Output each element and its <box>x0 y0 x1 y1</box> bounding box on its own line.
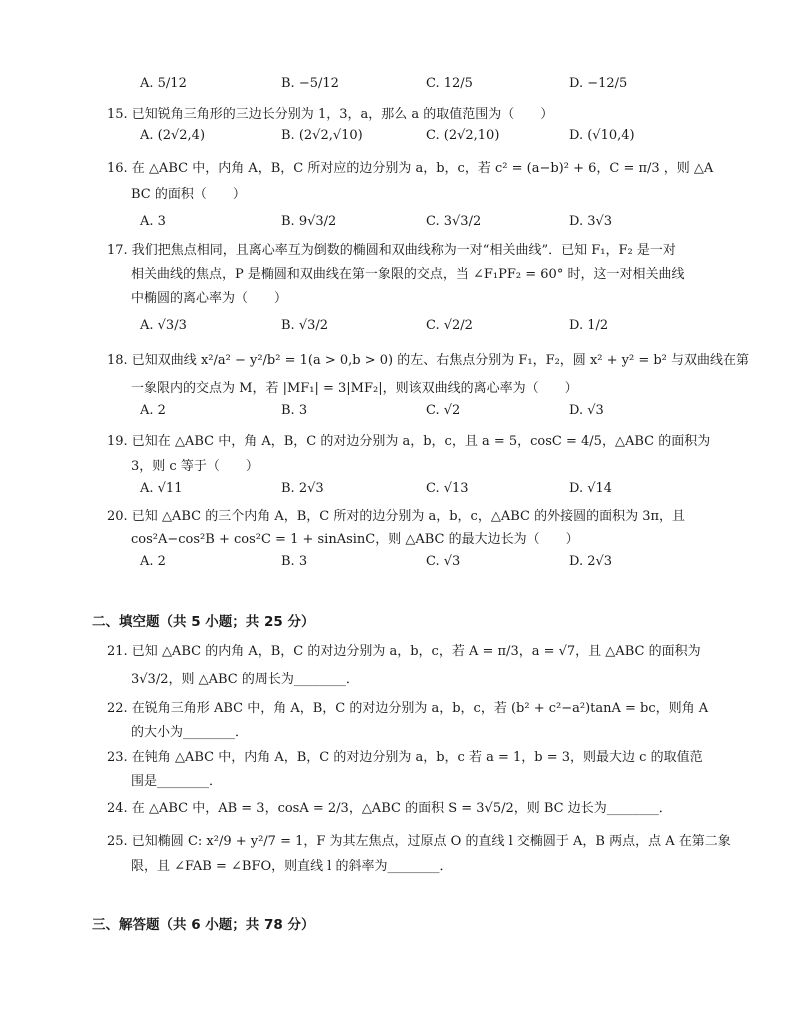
q15-options <box>140 128 740 146</box>
q19-option-d[interactable]: D. √14 <box>569 481 613 496</box>
q23-text-line1: 23. 在钝角 △ABC 中，内角 A，B，C 的对边分别为 a，b，c 若 a = 1，b = 3，则最大边 c 的取值范 <box>107 750 703 765</box>
q19-text-line1: 19. 已知在 △ABC 中，角 A，B，C 的对边分别为 a，b，c，且 a = 5，cosC = 4/5，△ABC 的面积为 <box>107 434 711 449</box>
q18-option-a[interactable]: A. 2 <box>140 403 166 418</box>
q20-option-d[interactable]: D. 2√3 <box>569 554 613 569</box>
q18-options <box>140 403 740 421</box>
q16-text-line1: 16. 在 △ABC 中，内角 A，B，C 所对应的边分别为 a，b，c，若 c² = (a−b)² + 6，C = π/3 ，则 △A <box>107 161 714 176</box>
q20-options <box>140 554 740 572</box>
q15-text: 15. 已知锐角三角形的三边长分别为 1，3，a，那么 a 的取值范围为（ ） <box>107 107 554 122</box>
q19-option-a[interactable]: A. √11 <box>140 481 183 496</box>
q14-option-c[interactable]: C. 12/5 <box>426 76 473 91</box>
q16-option-a[interactable]: A. 3 <box>140 214 166 229</box>
q17-option-c[interactable]: C. √2/2 <box>426 318 473 333</box>
q22-text-line2: 的大小为________． <box>131 725 249 740</box>
q24-text-line1: 24. 在 △ABC 中，AB = 3，cosA = 2/3，△ABC 的面积 S = 3√5/2，则 BC 边长为________． <box>107 801 672 816</box>
q16-text-line2: BC 的面积（ ） <box>131 187 246 202</box>
section-fill-in-heading: 二、填空题（共 5 小题；共 25 分） <box>92 614 315 630</box>
q20-option-c[interactable]: C. √3 <box>426 554 461 569</box>
q17-text-line1: 17. 我们把焦点相同，且离心率互为倒数的椭圆和双曲线称为一对“相关曲线”．已知 F₁，F₂ 是一对 <box>107 243 676 258</box>
q20-option-b[interactable]: B. 3 <box>281 554 308 569</box>
q17-text-line3: 中椭圆的离心率为（ ） <box>131 291 288 306</box>
q19-text-line2: 3，则 c 等于（ ） <box>131 459 259 474</box>
q21-text-line1: 21. 已知 △ABC 的内角 A，B，C 的对边分别为 a，b，c，若 A = π/3，a = √7，且 △ABC 的面积为 <box>107 644 701 659</box>
q16-option-d[interactable]: D. 3√3 <box>569 214 613 229</box>
q14-option-b[interactable]: B. −5/12 <box>281 76 339 91</box>
section-solution-heading: 三、解答题（共 6 小题；共 78 分） <box>92 917 315 933</box>
q21-text-line2: 3√3/2，则 △ABC 的周长为________． <box>131 672 359 687</box>
q25-text-line1: 25. 已知椭圆 C: x²/9 + y²/7 = 1，F 为其左焦点，过原点 O 的直线 l 交椭圆于 A，B 两点，点 A 在第二象 <box>107 834 731 849</box>
q23-text-line2: 围是________． <box>131 774 223 789</box>
q18-option-b[interactable]: B. 3 <box>281 403 308 418</box>
q17-option-d[interactable]: D. 1/2 <box>569 318 609 333</box>
q15-option-b[interactable]: B. (2√2,√10) <box>281 128 363 143</box>
q18-text-line2: 一象限内的交点为 M，若 |MF₁| = 3|MF₂|，则该双曲线的离心率为（ ） <box>131 381 578 396</box>
q19-option-c[interactable]: C. √13 <box>426 481 469 496</box>
q22-text-line1: 22. 在锐角三角形 ABC 中，角 A，B，C 的对边分别为 a，b，c，若 (b² + c²−a²)tanA = bc，则角 A <box>107 701 709 716</box>
q20-option-a[interactable]: A. 2 <box>140 554 166 569</box>
q16-option-c[interactable]: C. 3√3/2 <box>426 214 482 229</box>
q15-option-d[interactable]: D. (√10,4) <box>569 128 635 143</box>
q14-options <box>140 76 740 94</box>
q19-option-b[interactable]: B. 2√3 <box>281 481 324 496</box>
q17-text-line2: 相关曲线的焦点，P 是椭圆和双曲线在第一象限的交点，当 ∠F₁PF₂ = 60° 时，这一对相关曲线 <box>131 267 685 282</box>
q17-option-b[interactable]: B. √3/2 <box>281 318 329 333</box>
q15-option-c[interactable]: C. (2√2,10) <box>426 128 500 143</box>
q17-option-a[interactable]: A. √3/3 <box>140 318 187 333</box>
q14-option-d[interactable]: D. −12/5 <box>569 76 628 91</box>
q18-option-c[interactable]: C. √2 <box>426 403 461 418</box>
q25-text-line2: 限，且 ∠FAB = ∠BFO，则直线 l 的斜率为________． <box>131 859 453 874</box>
q20-text-line2: cos²A−cos²B + cos²C = 1 + sinAsinC，则 △ABC 的最大边长为（ ） <box>131 532 579 547</box>
q15-option-a[interactable]: A. (2√2,4) <box>140 128 206 143</box>
q16-option-b[interactable]: B. 9√3/2 <box>281 214 337 229</box>
q20-text-line1: 20. 已知 △ABC 的三个内角 A，B，C 所对的边分别为 a，b，c，△ABC 的外接圆的面积为 3π，且 <box>107 509 686 524</box>
q18-option-d[interactable]: D. √3 <box>569 403 604 418</box>
q17-options <box>140 318 740 336</box>
q14-option-a[interactable]: A. 5/12 <box>140 76 187 91</box>
q16-options <box>140 214 740 232</box>
q19-options <box>140 481 740 499</box>
q18-text-line1: 18. 已知双曲线 x²/a² − y²/b² = 1(a > 0,b > 0) 的左、右焦点分别为 F₁，F₂，圆 x² + y² = b² 与双曲线在第 <box>107 353 750 368</box>
